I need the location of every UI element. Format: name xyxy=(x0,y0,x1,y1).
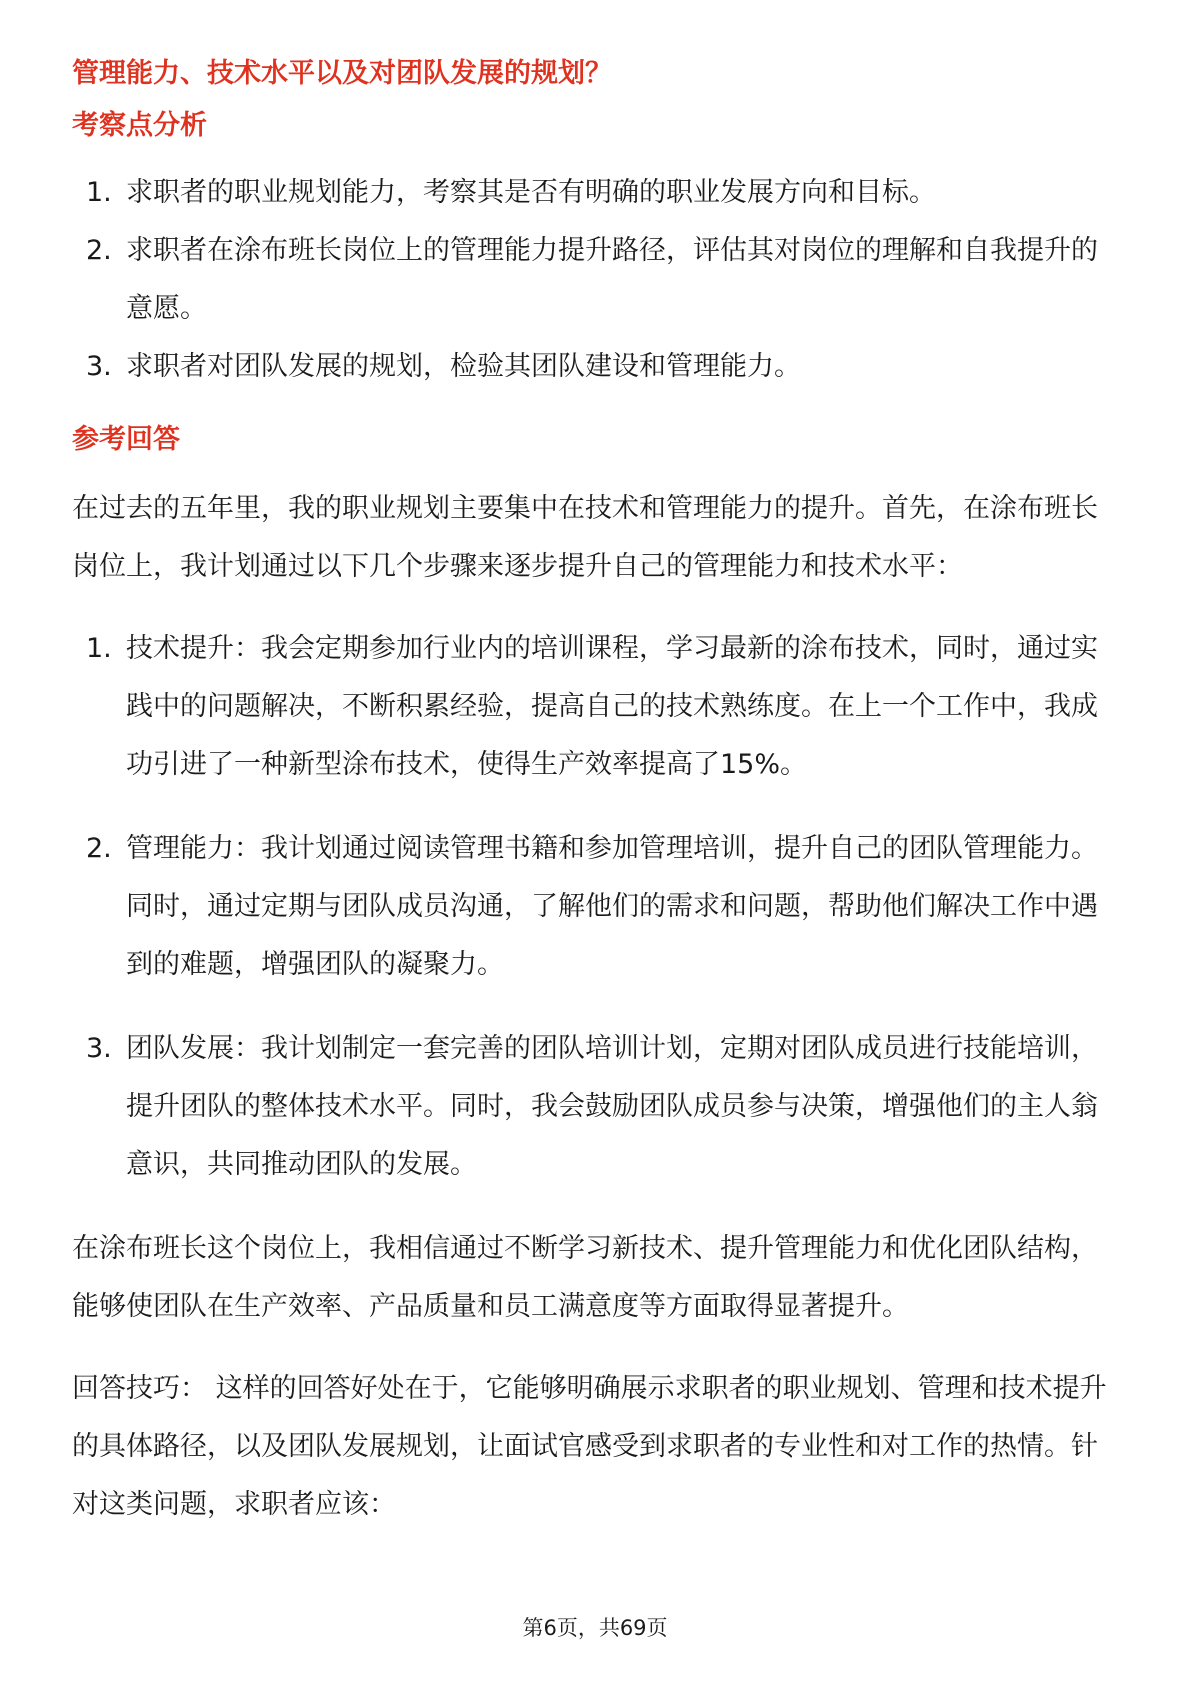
answer-summary: 在涂布班长这个岗位上，我相信通过不断学习新技术、提升管理能力和优化团队结构，能够使团队在生产效率、产品质量和员工满意度等方面取得显著提升。 xyxy=(72,1233,1098,1322)
question-title: 管理能力、技术水平以及对团队发展的规划？ xyxy=(72,58,612,89)
analysis-list xyxy=(72,164,1122,396)
list-item xyxy=(72,620,1122,794)
list-text: 技术提升：我会定期参加行业内的培训课程，学习最新的涂布技术，同时，通过实践中的问题解决，不断积累经验，提高自己的技术熟练度。在上一个工作中，我成功引进了一种新型涂布技术，使得生产效率提高了15%。 xyxy=(126,633,1098,780)
answer-tips: 回答技巧： 这样的回答好处在于，它能够明确展示求职者的职业规划、管理和技术提升的具体路径，以及团队发展规划，让面试官感受到求职者的专业性和对工作的热情。针对这类问题，求职者应该： xyxy=(72,1373,1107,1520)
list-number: 3. xyxy=(86,351,112,382)
answer-intro: 在过去的五年里，我的职业规划主要集中在技术和管理能力的提升。首先，在涂布班长岗位上，我计划通过以下几个步骤来逐步提升自己的管理能力和技术水平： xyxy=(72,493,1098,582)
document-page xyxy=(72,48,1122,1534)
list-item xyxy=(72,1020,1122,1194)
list-item xyxy=(72,222,1122,338)
page-footer: 第6页，共69页 xyxy=(522,1616,668,1640)
list-item xyxy=(72,164,1122,222)
list-text: 管理能力：我计划通过阅读管理书籍和参加管理培训，提升自己的团队管理能力。同时，通过定期与团队成员沟通，了解他们的需求和问题，帮助他们解决工作中遇到的难题，增强团队的凝聚力。 xyxy=(126,833,1098,980)
analysis-heading: 考察点分析 xyxy=(72,110,207,141)
list-text: 求职者的职业规划能力，考察其是否有明确的职业发展方向和目标。 xyxy=(126,177,936,208)
list-number: 1. xyxy=(86,633,112,664)
list-item xyxy=(72,338,1122,396)
list-text: 团队发展：我计划制定一套完善的团队培训计划，定期对团队成员进行技能培训，提升团队的整体技术水平。同时，我会鼓励团队成员参与决策，增强他们的主人翁意识，共同推动团队的发展。 xyxy=(126,1033,1098,1180)
list-number: 3. xyxy=(86,1033,112,1064)
list-text: 求职者对团队发展的规划，检验其团队建设和管理能力。 xyxy=(126,351,801,382)
list-number: 2. xyxy=(86,833,112,864)
list-number: 1. xyxy=(86,177,112,208)
answer-list xyxy=(72,620,1122,1194)
list-item xyxy=(72,820,1122,994)
answer-heading: 参考回答 xyxy=(72,424,180,455)
list-text: 求职者在涂布班长岗位上的管理能力提升路径，评估其对岗位的理解和自我提升的意愿。 xyxy=(126,235,1098,324)
list-number: 2. xyxy=(86,235,112,266)
